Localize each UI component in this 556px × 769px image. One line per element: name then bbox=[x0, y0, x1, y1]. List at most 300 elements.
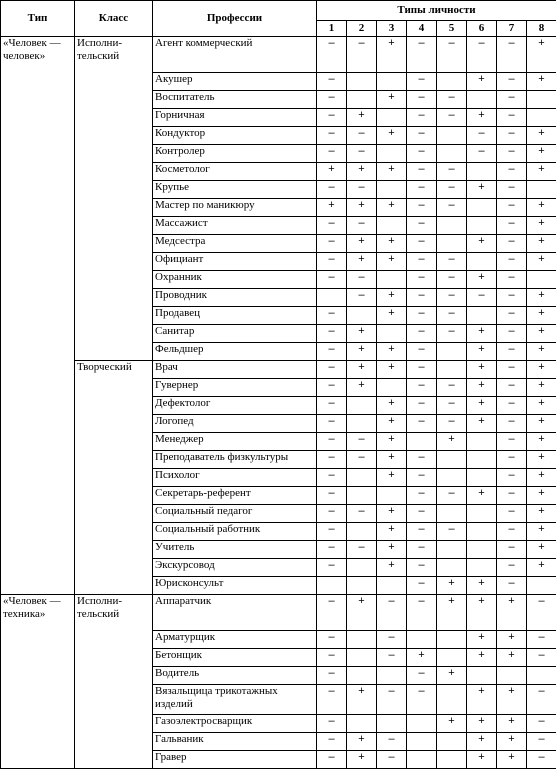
personality-mark: + bbox=[527, 163, 556, 181]
personality-mark: + bbox=[347, 325, 377, 343]
personality-mark: + bbox=[377, 127, 407, 145]
personality-mark: – bbox=[407, 361, 437, 379]
personality-mark: – bbox=[317, 751, 347, 769]
personality-mark: – bbox=[497, 379, 527, 397]
personality-mark: – bbox=[347, 271, 377, 289]
personality-mark: – bbox=[317, 487, 347, 505]
profession-name: Психолог bbox=[153, 469, 317, 487]
personality-mark: + bbox=[347, 235, 377, 253]
personality-mark: + bbox=[497, 649, 527, 667]
personality-mark: – bbox=[497, 235, 527, 253]
personality-mark: – bbox=[497, 37, 527, 73]
personality-mark: + bbox=[377, 289, 407, 307]
personality-mark: – bbox=[497, 397, 527, 415]
profession-name: Гальваник bbox=[153, 733, 317, 751]
personality-mark: + bbox=[377, 37, 407, 73]
personality-mark: – bbox=[407, 595, 437, 631]
personality-mark bbox=[437, 649, 467, 667]
personality-mark: – bbox=[497, 523, 527, 541]
personality-mark: – bbox=[317, 145, 347, 163]
personality-mark: – bbox=[527, 685, 556, 715]
personality-mark bbox=[317, 577, 347, 595]
personality-mark: – bbox=[407, 145, 437, 163]
personality-mark: + bbox=[377, 469, 407, 487]
personality-mark bbox=[467, 199, 497, 217]
personality-mark: – bbox=[497, 109, 527, 127]
personality-mark: + bbox=[527, 379, 556, 397]
personality-mark: + bbox=[467, 361, 497, 379]
personality-mark: + bbox=[437, 433, 467, 451]
personality-mark: + bbox=[467, 271, 497, 289]
personality-mark: – bbox=[407, 505, 437, 523]
personality-mark: – bbox=[407, 469, 437, 487]
personality-mark bbox=[437, 451, 467, 469]
personality-mark: + bbox=[377, 199, 407, 217]
personality-mark: – bbox=[497, 343, 527, 361]
personality-mark bbox=[407, 715, 437, 733]
profession-name: Бетонщик bbox=[153, 649, 317, 667]
personality-mark bbox=[527, 271, 556, 289]
personality-mark bbox=[437, 559, 467, 577]
personality-mark: – bbox=[407, 343, 437, 361]
personality-mark: – bbox=[317, 667, 347, 685]
personality-mark: + bbox=[527, 235, 556, 253]
personality-mark: – bbox=[407, 289, 437, 307]
personality-mark bbox=[317, 289, 347, 307]
personality-mark: + bbox=[467, 649, 497, 667]
personality-mark: + bbox=[437, 667, 467, 685]
personality-mark bbox=[407, 631, 437, 649]
personality-mark: – bbox=[317, 253, 347, 271]
personality-mark: – bbox=[347, 433, 377, 451]
personality-mark bbox=[347, 487, 377, 505]
profession-name: Фельдшер bbox=[153, 343, 317, 361]
personality-mark: + bbox=[527, 307, 556, 325]
personality-mark bbox=[377, 667, 407, 685]
personality-mark: – bbox=[467, 127, 497, 145]
personality-mark: – bbox=[497, 361, 527, 379]
personality-mark bbox=[527, 91, 556, 109]
personality-mark: + bbox=[467, 415, 497, 433]
personality-mark: – bbox=[407, 325, 437, 343]
personality-mark: – bbox=[347, 451, 377, 469]
personality-mark: – bbox=[407, 199, 437, 217]
personality-mark bbox=[347, 469, 377, 487]
profession-name: Логопед bbox=[153, 415, 317, 433]
personality-mark: + bbox=[467, 631, 497, 649]
personality-mark: – bbox=[317, 325, 347, 343]
personality-mark: – bbox=[377, 631, 407, 649]
personality-mark: – bbox=[497, 199, 527, 217]
personality-mark: – bbox=[317, 649, 347, 667]
personality-mark: – bbox=[317, 631, 347, 649]
personality-mark: – bbox=[407, 577, 437, 595]
personality-mark bbox=[377, 109, 407, 127]
profession-name: Агент коммерческий bbox=[153, 37, 317, 73]
personality-mark: – bbox=[407, 73, 437, 91]
profession-name: Охранник bbox=[153, 271, 317, 289]
personality-mark: – bbox=[497, 145, 527, 163]
personality-mark: – bbox=[407, 235, 437, 253]
personality-mark: – bbox=[317, 235, 347, 253]
personality-mark: + bbox=[467, 595, 497, 631]
personality-mark: – bbox=[317, 505, 347, 523]
personality-mark: + bbox=[467, 235, 497, 253]
personality-mark bbox=[497, 667, 527, 685]
header-type-number: 5 bbox=[437, 21, 467, 37]
personality-mark bbox=[377, 181, 407, 199]
personality-mark bbox=[377, 487, 407, 505]
personality-mark: + bbox=[467, 715, 497, 733]
profession-name: Гувернер bbox=[153, 379, 317, 397]
personality-mark bbox=[437, 541, 467, 559]
personality-mark: – bbox=[347, 505, 377, 523]
personality-mark: + bbox=[377, 415, 407, 433]
personality-mark: – bbox=[497, 433, 527, 451]
personality-mark: – bbox=[497, 127, 527, 145]
personality-mark: – bbox=[317, 109, 347, 127]
class-cell: Исполни-тельский bbox=[75, 595, 153, 769]
personality-mark: – bbox=[497, 181, 527, 199]
personality-mark: + bbox=[467, 325, 497, 343]
personality-mark: – bbox=[347, 37, 377, 73]
personality-mark: + bbox=[497, 733, 527, 751]
personality-mark: + bbox=[347, 595, 377, 631]
personality-mark: – bbox=[317, 37, 347, 73]
personality-mark bbox=[437, 127, 467, 145]
personality-mark: + bbox=[527, 127, 556, 145]
personality-mark: + bbox=[527, 397, 556, 415]
personality-mark: – bbox=[437, 397, 467, 415]
personality-mark bbox=[467, 253, 497, 271]
personality-mark: + bbox=[377, 253, 407, 271]
profession-name: Медсестра bbox=[153, 235, 317, 253]
type-cell: «Человек — техника» bbox=[1, 595, 75, 769]
personality-mark bbox=[437, 751, 467, 769]
personality-mark: – bbox=[377, 595, 407, 631]
personality-mark: – bbox=[407, 397, 437, 415]
personality-mark bbox=[347, 91, 377, 109]
personality-mark bbox=[437, 469, 467, 487]
personality-mark bbox=[377, 715, 407, 733]
personality-mark bbox=[407, 751, 437, 769]
profession-name: Косметолог bbox=[153, 163, 317, 181]
personality-mark: – bbox=[317, 433, 347, 451]
personality-mark: + bbox=[527, 469, 556, 487]
personality-mark: – bbox=[407, 271, 437, 289]
personality-mark bbox=[347, 415, 377, 433]
personality-mark: + bbox=[347, 109, 377, 127]
header-type-number: 6 bbox=[467, 21, 497, 37]
personality-mark bbox=[377, 73, 407, 91]
profession-name: Воспитатель bbox=[153, 91, 317, 109]
personality-mark bbox=[437, 343, 467, 361]
profession-name: Преподаватель физкультуры bbox=[153, 451, 317, 469]
personality-mark: – bbox=[317, 685, 347, 715]
personality-mark bbox=[467, 217, 497, 235]
header-type-number: 4 bbox=[407, 21, 437, 37]
personality-mark: – bbox=[317, 415, 347, 433]
personality-mark: + bbox=[527, 523, 556, 541]
personality-mark: + bbox=[347, 733, 377, 751]
personality-mark: – bbox=[437, 253, 467, 271]
personality-mark: – bbox=[347, 289, 377, 307]
personality-mark: – bbox=[347, 127, 377, 145]
personality-mark: – bbox=[497, 451, 527, 469]
personality-mark: – bbox=[497, 307, 527, 325]
profession-name: Официант bbox=[153, 253, 317, 271]
personality-mark: – bbox=[317, 559, 347, 577]
personality-mark bbox=[467, 307, 497, 325]
personality-mark: – bbox=[497, 559, 527, 577]
personality-mark: – bbox=[347, 181, 377, 199]
profession-name: Кондуктор bbox=[153, 127, 317, 145]
personality-mark: – bbox=[527, 631, 556, 649]
personality-mark: – bbox=[497, 577, 527, 595]
personality-mark: + bbox=[497, 631, 527, 649]
personality-mark bbox=[467, 541, 497, 559]
personality-mark bbox=[437, 235, 467, 253]
profession-name: Продавец bbox=[153, 307, 317, 325]
personality-mark bbox=[377, 271, 407, 289]
personality-mark: – bbox=[317, 733, 347, 751]
profession-name: Аппаратчик bbox=[153, 595, 317, 631]
personality-mark bbox=[527, 181, 556, 199]
personality-mark bbox=[527, 667, 556, 685]
personality-mark: + bbox=[347, 361, 377, 379]
personality-mark: – bbox=[437, 163, 467, 181]
profession-name: Вязальщица трикотажных изделий bbox=[153, 685, 317, 715]
personality-mark: + bbox=[347, 199, 377, 217]
personality-mark: – bbox=[407, 523, 437, 541]
personality-mark bbox=[347, 523, 377, 541]
personality-mark: – bbox=[317, 451, 347, 469]
personality-mark bbox=[467, 505, 497, 523]
personality-mark: – bbox=[437, 199, 467, 217]
personality-mark: – bbox=[467, 289, 497, 307]
personality-mark: + bbox=[497, 751, 527, 769]
personality-mark: – bbox=[407, 451, 437, 469]
personality-mark: – bbox=[437, 523, 467, 541]
personality-mark: – bbox=[317, 715, 347, 733]
personality-mark: – bbox=[377, 733, 407, 751]
profession-name: Крупье bbox=[153, 181, 317, 199]
personality-mark bbox=[467, 91, 497, 109]
personality-mark: – bbox=[407, 559, 437, 577]
personality-mark: – bbox=[407, 163, 437, 181]
personality-mark: + bbox=[527, 433, 556, 451]
table-body bbox=[1, 37, 556, 769]
profession-name: Социальный работник bbox=[153, 523, 317, 541]
personality-mark: – bbox=[317, 469, 347, 487]
personality-mark bbox=[437, 631, 467, 649]
personality-mark: – bbox=[497, 469, 527, 487]
personality-mark: + bbox=[467, 109, 497, 127]
profession-name: Социальный педагог bbox=[153, 505, 317, 523]
personality-mark: + bbox=[347, 163, 377, 181]
personality-mark bbox=[467, 667, 497, 685]
header-class: Класс bbox=[75, 1, 153, 37]
personality-mark: + bbox=[467, 379, 497, 397]
personality-mark: – bbox=[527, 649, 556, 667]
personality-mark: + bbox=[407, 649, 437, 667]
personality-mark: – bbox=[347, 145, 377, 163]
personality-mark: – bbox=[497, 487, 527, 505]
profession-name: Арматурщик bbox=[153, 631, 317, 649]
personality-mark bbox=[377, 577, 407, 595]
personality-mark: + bbox=[377, 361, 407, 379]
personality-mark: – bbox=[497, 541, 527, 559]
personality-mark bbox=[437, 685, 467, 715]
personality-mark: – bbox=[497, 91, 527, 109]
personality-mark: – bbox=[377, 685, 407, 715]
personality-mark: + bbox=[497, 715, 527, 733]
table-header bbox=[1, 1, 556, 37]
personality-mark: – bbox=[497, 271, 527, 289]
personality-mark: – bbox=[527, 751, 556, 769]
personality-mark: + bbox=[377, 505, 407, 523]
personality-mark: – bbox=[317, 343, 347, 361]
personality-mark: – bbox=[317, 127, 347, 145]
personality-mark: + bbox=[377, 163, 407, 181]
personality-mark bbox=[377, 325, 407, 343]
personality-mark: – bbox=[317, 217, 347, 235]
personality-mark bbox=[437, 733, 467, 751]
personality-mark: + bbox=[377, 91, 407, 109]
personality-mark bbox=[347, 649, 377, 667]
personality-mark: + bbox=[527, 73, 556, 91]
personality-mark: + bbox=[467, 685, 497, 715]
personality-mark bbox=[347, 307, 377, 325]
personality-mark: + bbox=[377, 451, 407, 469]
personality-mark: + bbox=[347, 379, 377, 397]
personality-mark: – bbox=[437, 109, 467, 127]
personality-mark: – bbox=[437, 91, 467, 109]
profession-name: Водитель bbox=[153, 667, 317, 685]
personality-mark bbox=[437, 505, 467, 523]
profession-name: Учитель bbox=[153, 541, 317, 559]
personality-mark: – bbox=[347, 217, 377, 235]
personality-mark: – bbox=[437, 487, 467, 505]
personality-mark: – bbox=[317, 541, 347, 559]
header-type-number: 1 bbox=[317, 21, 347, 37]
profession-name: Горничная bbox=[153, 109, 317, 127]
header-professions: Профессии bbox=[153, 1, 317, 37]
personality-mark: + bbox=[527, 325, 556, 343]
personality-mark: – bbox=[497, 325, 527, 343]
personality-mark: – bbox=[317, 91, 347, 109]
personality-mark: + bbox=[527, 361, 556, 379]
personality-mark: – bbox=[347, 541, 377, 559]
personality-mark: + bbox=[347, 685, 377, 715]
personality-mark: – bbox=[407, 685, 437, 715]
header-type-number: 2 bbox=[347, 21, 377, 37]
personality-mark: + bbox=[377, 433, 407, 451]
personality-mark bbox=[527, 109, 556, 127]
personality-mark: – bbox=[317, 523, 347, 541]
personality-mark: – bbox=[437, 181, 467, 199]
personality-mark bbox=[467, 523, 497, 541]
personality-mark: + bbox=[347, 751, 377, 769]
personality-mark: + bbox=[467, 751, 497, 769]
table-row bbox=[1, 361, 556, 379]
personality-mark: – bbox=[407, 91, 437, 109]
personality-mark: + bbox=[377, 523, 407, 541]
personality-mark: – bbox=[407, 253, 437, 271]
personality-mark: – bbox=[497, 505, 527, 523]
personality-mark: + bbox=[527, 487, 556, 505]
profession-name: Санитар bbox=[153, 325, 317, 343]
personality-mark bbox=[437, 361, 467, 379]
personality-mark: + bbox=[527, 343, 556, 361]
header-type-number: 3 bbox=[377, 21, 407, 37]
type-cell: «Человек — человек» bbox=[1, 37, 75, 595]
personality-mark bbox=[467, 469, 497, 487]
profession-name: Газоэлектросварщик bbox=[153, 715, 317, 733]
profession-name: Менеджер bbox=[153, 433, 317, 451]
profession-name: Проводник bbox=[153, 289, 317, 307]
personality-mark bbox=[347, 667, 377, 685]
personality-mark: + bbox=[527, 451, 556, 469]
personality-mark bbox=[347, 73, 377, 91]
personality-mark: + bbox=[377, 343, 407, 361]
personality-mark: – bbox=[317, 181, 347, 199]
personality-mark: + bbox=[377, 397, 407, 415]
personality-mark: – bbox=[497, 289, 527, 307]
personality-mark: – bbox=[527, 715, 556, 733]
personality-mark: + bbox=[377, 559, 407, 577]
personality-mark: + bbox=[527, 541, 556, 559]
personality-mark: – bbox=[497, 415, 527, 433]
personality-mark: + bbox=[467, 577, 497, 595]
personality-mark: + bbox=[347, 343, 377, 361]
personality-mark: – bbox=[527, 595, 556, 631]
personality-mark bbox=[347, 577, 377, 595]
personality-mark: – bbox=[437, 271, 467, 289]
personality-mark: + bbox=[497, 685, 527, 715]
personality-mark: + bbox=[527, 253, 556, 271]
profession-name: Контролер bbox=[153, 145, 317, 163]
personality-mark: – bbox=[437, 325, 467, 343]
personality-mark: – bbox=[437, 415, 467, 433]
personality-mark: – bbox=[407, 307, 437, 325]
personality-mark: + bbox=[527, 217, 556, 235]
personality-mark: – bbox=[407, 487, 437, 505]
personality-mark bbox=[437, 145, 467, 163]
personality-mark: – bbox=[317, 307, 347, 325]
personality-mark: – bbox=[317, 271, 347, 289]
personality-mark: – bbox=[437, 37, 467, 73]
personality-mark: + bbox=[527, 199, 556, 217]
personality-mark: – bbox=[407, 379, 437, 397]
personality-mark bbox=[437, 217, 467, 235]
profession-name: Экскурсовод bbox=[153, 559, 317, 577]
header-personality-types: Типы личности bbox=[317, 1, 556, 21]
personality-mark: + bbox=[497, 595, 527, 631]
profession-name: Мастер по маникюру bbox=[153, 199, 317, 217]
personality-mark: – bbox=[437, 289, 467, 307]
header-type: Тип bbox=[1, 1, 75, 37]
personality-mark: – bbox=[407, 37, 437, 73]
personality-mark: – bbox=[437, 307, 467, 325]
personality-mark bbox=[467, 433, 497, 451]
personality-mark: – bbox=[377, 751, 407, 769]
personality-mark: – bbox=[467, 37, 497, 73]
personality-mark: – bbox=[407, 415, 437, 433]
personality-mark: – bbox=[497, 217, 527, 235]
personality-mark: + bbox=[527, 505, 556, 523]
personality-mark: + bbox=[377, 307, 407, 325]
